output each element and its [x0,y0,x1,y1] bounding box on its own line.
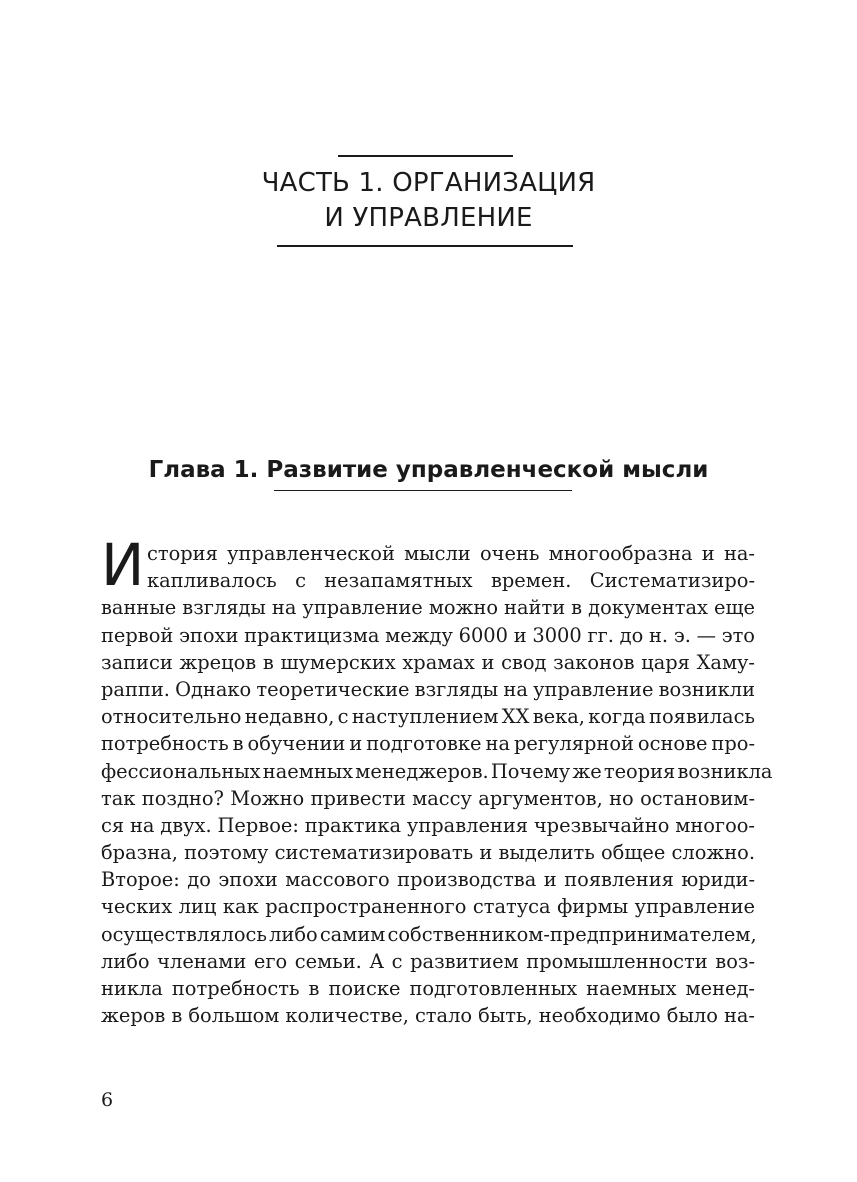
part-title-line-2: И УПРАВЛЕНИЕ [324,203,533,233]
part-title-bottom-rule [277,245,573,247]
body-line: так поздно? Можно привести массу аргументов, но остановим- [101,786,755,810]
body-line: капливалось с незапамятных времен. Систематизиро- [147,569,755,593]
body-line: фессиональных наемных менеджеров. Почему же теория возникла [101,759,773,783]
body-line: потребность в обучении и подготовке на регулярной основе про- [101,732,755,756]
body-line: раппи. Однако теоретические взгляды на управление возникли [101,677,755,701]
page-number: 6 [101,1089,114,1111]
chapter-title: Глава 1. Развитие управленческой мысли [148,457,709,483]
drop-cap: И [101,531,145,599]
body-line: бразна, поэтому систематизировать и выделить общее сложно. [101,841,755,865]
body-line: ванные взгляды на управление можно найти в документах еще [101,596,755,620]
body-line: ся на двух. Первое: практика управления чрезвычайно многоо- [101,813,755,837]
body-line: либо членами его семьи. А с развитием промышленности воз- [101,949,755,973]
body-line: стория управленческой мысли очень многообразна и на- [147,542,755,565]
chapter-title-underline [274,490,572,491]
body-line: относительно недавно, с наступлением XX века, когда появилась [101,705,755,729]
part-title-line-1: ЧАСТЬ 1. ОРГАНИЗАЦИЯ [261,168,596,198]
body-line: никла потребность в поиске подготовленных наемных менед- [101,977,755,1000]
body-paragraph [101,531,773,1029]
part-title [0,166,857,236]
part-title-top-rule [338,155,513,157]
body-line: записи жрецов в шумерских храмах и свод законов царя Хаму- [101,650,755,674]
body-line: осуществлялось либо самим собственником-предпринимателем, [101,922,757,946]
body-line: Второе: до эпохи массового производства и появления юриди- [101,868,755,892]
body-line: первой эпохи практицизма между 6000 и 3000 гг. до н. э. — это [101,623,755,647]
body-line: жеров в большом количестве, стало быть, необходимо было на- [101,1004,755,1028]
body-line: ческих лиц как распространенного статуса фирмы управление [101,895,755,919]
